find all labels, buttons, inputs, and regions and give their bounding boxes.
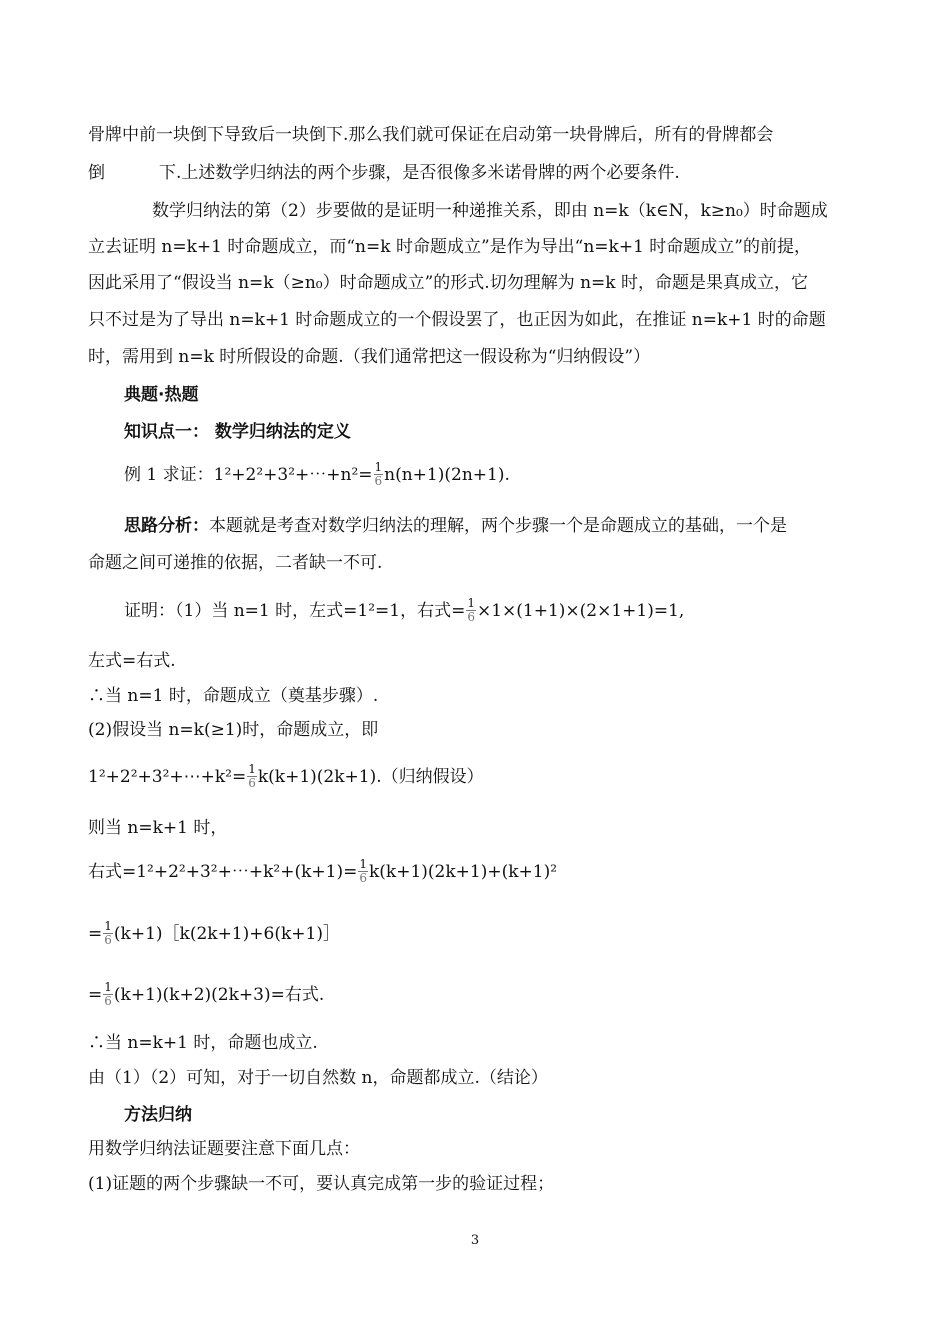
proof-line: ∴当 n=1 时，命题成立（奠基步骤）. bbox=[88, 686, 379, 706]
proof-line: 则当 n=k+1 时， bbox=[88, 818, 228, 838]
section-heading: 知识点一： 数学归纳法的定义 bbox=[124, 422, 351, 442]
section-heading: 典题·热题 bbox=[124, 385, 199, 405]
paragraph-line: 时，需用到 n=k 时所假设的命题.（我们通常把这一假设称为“归纳假设”） bbox=[88, 347, 651, 367]
method-line: (1)证题的两个步骤缺一不可，要认真完成第一步的验证过程； bbox=[88, 1174, 555, 1194]
proof-line: 证明：（1）当 n=1 时，左式=1²=1，右式= $\frac{1}{6}$ ×1×(1+1)×(2×1+1)=1, bbox=[124, 596, 685, 624]
proof-line: 1²+2²+3²+⋯+k²= $\frac{1}{6}$ k(k+1)(2k+1).（归纳假设） bbox=[88, 762, 484, 790]
paragraph-line: 只不过是为了导出 n=k+1 时命题成立的一个假设罢了，也正因为如此，在推证 n=k+1 时的命题 bbox=[88, 310, 826, 330]
fraction: $\frac{1}{6}$ bbox=[467, 596, 475, 624]
proof-line: 右式=1²+2²+3²+⋯+k²+(k+1)= $\frac{1}{6}$ k(k+1)(2k+1)+(k+1)² bbox=[88, 857, 558, 885]
paragraph-text: 下.上述数学归纳法的两个步骤，是否很像多米诺骨牌的两个必要条件. bbox=[159, 163, 680, 183]
paragraph-line: 骨牌中前一块倒下导致后一块倒下.那么我们就可保证在启动第一块骨牌后，所有的骨牌都会 bbox=[88, 125, 774, 145]
analysis-label: 思路分析： bbox=[124, 516, 209, 536]
paragraph-line: 数学归纳法的第（2）步要做的是证明一种递推关系，即由 n=k（k∈N，k≥n₀）时命题成 bbox=[152, 201, 828, 221]
fraction: $\frac{1}{6}$ bbox=[374, 460, 383, 488]
fraction: $\frac{1}{6}$ bbox=[104, 919, 112, 947]
proof-line: 由（1）（2）可知，对于一切自然数 n，命题都成立.（结论） bbox=[88, 1068, 548, 1088]
paragraph-line bbox=[88, 162, 680, 184]
fraction: $\frac{1}{6}$ bbox=[104, 980, 112, 1008]
proof-line: (2)假设当 n=k(≥1)时，命题成立，即 bbox=[88, 720, 379, 740]
method-line: 用数学归纳法证题要注意下面几点： bbox=[88, 1139, 360, 1159]
proof-line: 左式=右式. bbox=[88, 651, 176, 671]
page-number: 3 bbox=[470, 1233, 480, 1248]
proof-line: = $\frac{1}{6}$ (k+1)(k+2)(2k+3)=右式. bbox=[88, 980, 325, 1008]
paragraph-line: 立去证明 n=k+1 时命题成立，而“n=k 时命题成立”是作为导出“n=k+1 时命题成立”的前提， bbox=[88, 237, 811, 257]
proof-line: = $\frac{1}{6}$ (k+1)［k(2k+1)+6(k+1)］ bbox=[88, 919, 340, 947]
example-statement: 例 1 求证：1²+2²+3²+⋯+n²= $\frac{1}{6}$ n(n+1)(2n+1). bbox=[124, 460, 510, 488]
fraction: $\frac{1}{6}$ bbox=[359, 857, 367, 885]
section-heading: 方法归纳 bbox=[124, 1105, 192, 1125]
paragraph-text: 倒 bbox=[88, 163, 105, 183]
fraction: $\frac{1}{6}$ bbox=[248, 762, 256, 790]
analysis-line: 命题之间可递推的依据，二者缺一不可. bbox=[88, 553, 383, 573]
paragraph-line: 因此采用了“假设当 n=k（≥n₀）时命题成立”的形式.切勿理解为 n=k 时，命题是果真成立，它 bbox=[88, 273, 808, 293]
proof-line: ∴当 n=k+1 时，命题也成立. bbox=[88, 1033, 318, 1053]
analysis-line: 思路分析：本题就是考查对数学归纳法的理解，两个步骤一个是命题成立的基础，一个是 bbox=[124, 516, 787, 536]
